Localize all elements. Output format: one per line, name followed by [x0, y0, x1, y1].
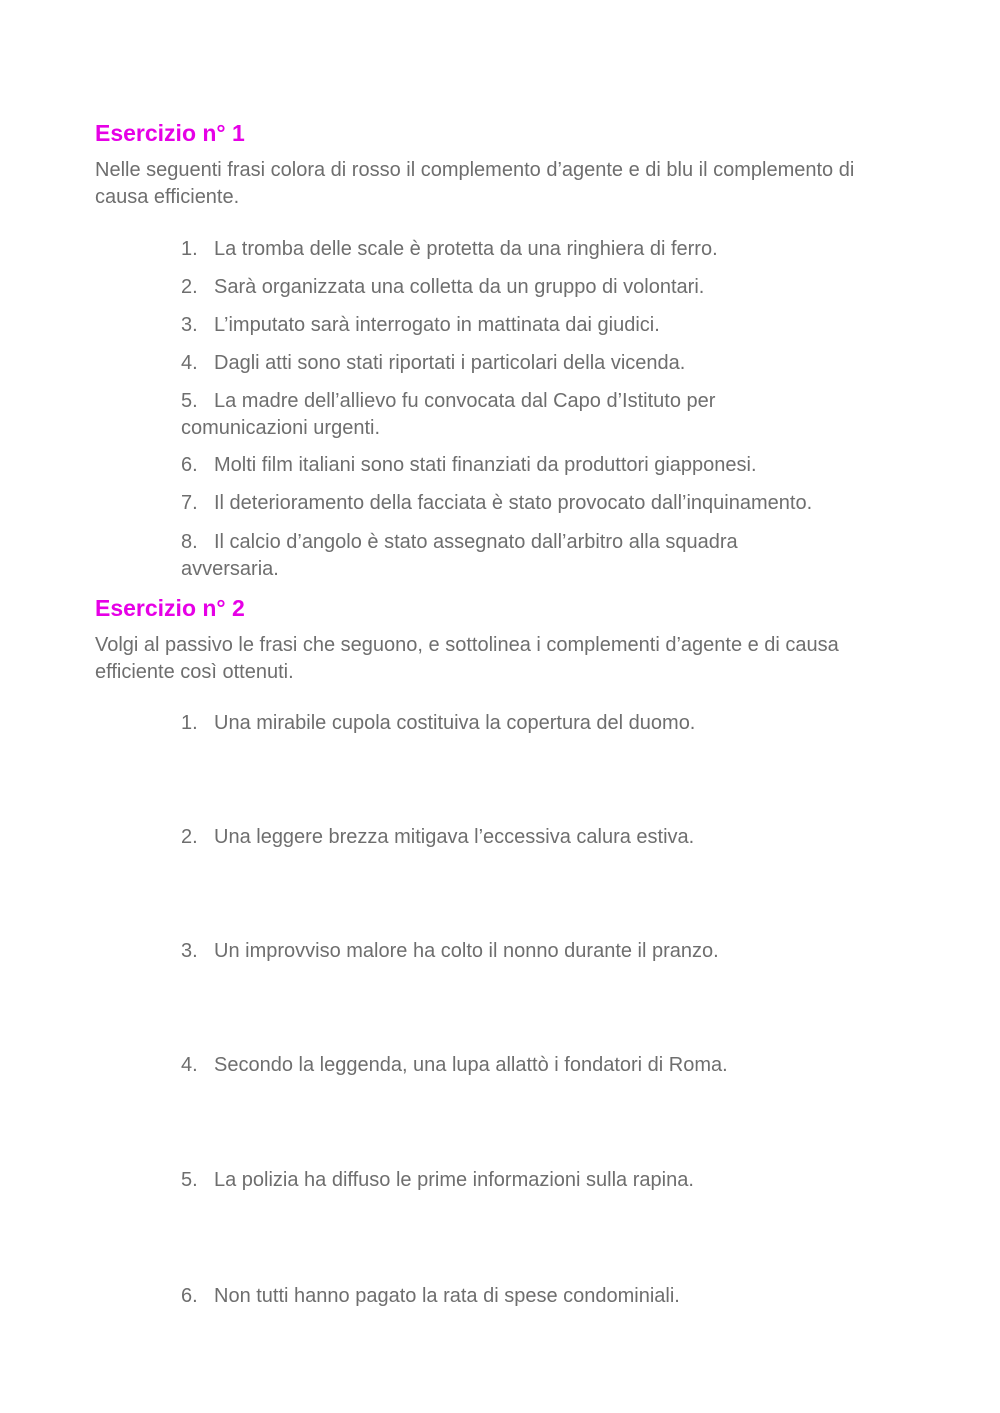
list-item: [181, 710, 901, 737]
item-text: Sarà organizzata una colletta da un gruppo di volontari.: [214, 276, 705, 298]
item-text: La tromba delle scale è protetta da una ringhiera di ferro.: [214, 238, 718, 260]
list-item: [181, 529, 821, 583]
item-number: 4.: [181, 1054, 198, 1076]
item-text: L’imputato sarà interrogato in mattinata dai giudici.: [214, 314, 660, 336]
item-text: Un improvviso malore ha colto il nonno durante il pranzo.: [214, 940, 719, 962]
exercise-1-title: Esercizio n° 1: [95, 120, 245, 146]
item-text: La polizia ha diffuso le prime informazioni sulla rapina.: [214, 1169, 694, 1191]
item-text: Il calcio d’angolo è stato assegnato dall’arbitro alla squadra avversaria.: [181, 531, 738, 580]
item-text: Secondo la leggenda, una lupa allattò i fondatori di Roma.: [214, 1054, 728, 1076]
item-number: 6.: [181, 1285, 198, 1307]
item-number: 4.: [181, 352, 198, 374]
item-text: Non tutti hanno pagato la rata di spese condominiali.: [214, 1285, 680, 1307]
exercise-2-title: Esercizio n° 2: [95, 595, 245, 621]
item-number: 7.: [181, 492, 198, 514]
item-number: 5.: [181, 1169, 198, 1191]
item-number: 2.: [181, 276, 198, 298]
exercise-2-instructions: Volgi al passivo le frasi che seguono, e sottolinea i complementi d’agente e di causa efficiente così ottenuti.: [95, 634, 839, 683]
item-number: 1.: [181, 238, 198, 260]
item-number: 2.: [181, 826, 198, 848]
list-item: [181, 452, 901, 479]
exercise-1-instructions: Nelle seguenti frasi colora di rosso il complemento d’agente e di blu il complemento di causa efficiente.: [95, 159, 855, 208]
item-number: 3.: [181, 314, 198, 336]
list-item: [181, 490, 921, 517]
list-item: [181, 1167, 901, 1194]
item-text: Una mirabile cupola costituiva la copertura del duomo.: [214, 712, 696, 734]
list-item: [181, 274, 901, 301]
item-text: La madre dell’allievo fu convocata dal Capo d’Istituto per comunicazioni urgenti.: [181, 390, 716, 439]
item-number: 1.: [181, 712, 198, 734]
list-item: [181, 236, 901, 263]
item-text: Una leggere brezza mitigava l’eccessiva calura estiva.: [214, 826, 695, 848]
item-number: 5.: [181, 390, 198, 412]
item-number: 8.: [181, 531, 198, 553]
list-item: [181, 388, 821, 442]
list-item: [181, 1052, 901, 1079]
list-item: [181, 1283, 901, 1310]
item-text: Il deterioramento della facciata è stato provocato dall’inquinamento.: [214, 492, 813, 514]
list-item: [181, 312, 901, 339]
item-text: Molti film italiani sono stati finanziati da produttori giapponesi.: [214, 454, 757, 476]
item-number: 6.: [181, 454, 198, 476]
item-text: Dagli atti sono stati riportati i particolari della vicenda.: [214, 352, 686, 374]
list-item: [181, 824, 901, 851]
list-item: [181, 938, 901, 965]
list-item: [181, 350, 901, 377]
item-number: 3.: [181, 940, 198, 962]
